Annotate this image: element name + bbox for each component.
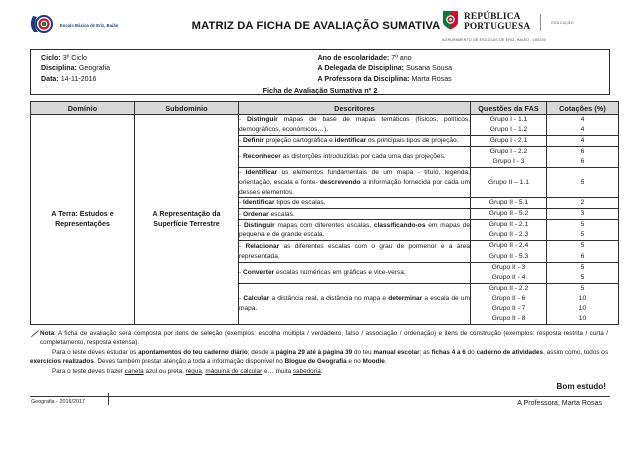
educacao-label: EDUCAÇÃO	[551, 20, 574, 25]
cotacao-item: 3	[580, 210, 585, 218]
cell-descritor: - Distinguir mapas com diferentes escalas, classificando-os em mapas de pequena e de grande escala.	[239, 220, 471, 241]
cell-descritor: - Identificar os elementos fundamentais de um mapa - título, legenda, orientação, escala e fonte- descrevendo a informação fornecida por cada um desses elementos.	[239, 168, 471, 198]
cotacao-item: 6	[580, 252, 585, 260]
info-ciclo-value: 3º Ciclo	[62, 54, 87, 62]
table-header-row	[31, 102, 619, 115]
cell-questoes	[471, 115, 547, 136]
info-data	[41, 74, 298, 84]
column-header-dominio: Domínio	[31, 102, 135, 115]
page-header	[26, 6, 614, 46]
column-header-descritores: Descritores	[239, 102, 471, 115]
questao-item: Grupo II - 3	[491, 263, 526, 271]
cotacao-item: 5	[580, 231, 585, 239]
questao-item: Grupo I - 3	[492, 158, 525, 166]
cotacao-item: 5	[580, 284, 585, 292]
cell-dominio: A Terra: Estudos e Representações	[31, 115, 135, 325]
cell-cotacoes	[547, 115, 619, 136]
cotacao-item: 4	[580, 126, 585, 134]
questao-item: Grupo II - 7	[491, 304, 526, 312]
column-header-cotacoes: Cotações (%)	[547, 102, 619, 115]
cotacao-item: 2	[580, 199, 585, 207]
cell-descritor: - Definir projeção cartográfica e identificar os principais tipos de projeção.	[239, 136, 471, 147]
cotacao-item: 10	[578, 314, 587, 322]
info-professora-value: Marta Rosas	[411, 74, 452, 83]
portugal-shield-icon	[442, 10, 459, 35]
cell-questoes	[471, 241, 547, 262]
cell-cotacoes	[547, 198, 619, 209]
info-professora-label: A Professora da Disciplina:	[317, 74, 410, 83]
cell-descritor: - Identificar tipos de escalas.	[239, 198, 471, 209]
info-delegada	[318, 63, 601, 73]
footer-subject-year: Geografia - 2016/2017	[31, 398, 85, 405]
questao-item: Grupo II - 5.1	[488, 199, 529, 207]
cotacao-item: 10	[578, 304, 587, 312]
document-title: MATRIZ DA FICHA DE AVALIAÇÃO SUMATIVA	[191, 20, 441, 32]
cell-cotacoes	[547, 283, 619, 324]
cell-questoes	[471, 283, 547, 324]
republica-wordmark	[464, 13, 530, 32]
info-disciplina	[41, 63, 298, 73]
ficha-subtitle: Ficha de Avaliação Sumativa nº 2	[262, 86, 378, 96]
cell-cotacoes	[547, 136, 619, 147]
questao-item: Grupo II - 8	[491, 314, 526, 322]
cotacao-item: 5	[580, 178, 585, 186]
info-right-column	[298, 53, 601, 84]
info-disciplina-value: Geografia	[78, 64, 111, 73]
cell-descritor: - Converter escalas numéricas em gráficas e vice-versa.	[239, 262, 471, 283]
agrupamento-label: AGRUPAMENTO DE ESCOLAS DE ERIZ, BAIÃO - 150204	[442, 38, 547, 42]
republica-line2: PORTUGUESA	[464, 21, 531, 32]
school-logo-text: Escola Básica de Eriz, Baião	[60, 22, 119, 28]
cell-descritor: - Relacionar as diferentes escalas com o grau de pormenor e a área representada.	[239, 241, 471, 262]
info-delegada-value: Susana Sousa	[405, 64, 453, 73]
exam-info-box	[30, 49, 610, 95]
cell-cotacoes	[547, 241, 619, 262]
info-ano-label: Ano de escolaridade:	[317, 54, 390, 62]
table-row	[31, 115, 619, 136]
info-disciplina-label: Disciplina:	[41, 64, 77, 73]
info-left-column	[39, 53, 298, 84]
cotacao-item: 10	[578, 294, 587, 302]
cell-cotacoes	[547, 168, 619, 198]
republica-portuguesa-logo	[442, 10, 610, 42]
questao-item: Grupo II – 1.1	[488, 178, 529, 186]
questao-item: Grupo I - 2.2	[489, 148, 528, 156]
republica-line1: REPÚBLICA	[464, 12, 521, 23]
cell-questoes	[471, 262, 547, 283]
info-data-value: 14-11-2016	[60, 74, 97, 83]
questao-item: Grupo II - 6	[491, 294, 526, 302]
questao-item: Grupo I - 2.1	[489, 137, 528, 145]
info-ciclo	[41, 53, 298, 63]
note-text: Nota: A ficha de avaliação será composta por itens de seleção (exemplos: escolha múltipla / verdadeiro, falso / associação / ordenação) e itens de construção (exemplos: resposta restrita / curta / completamento, resposta extensa).	[40, 329, 608, 346]
questao-item: Grupo II - 2.4	[488, 242, 529, 250]
cell-descritor: - Reconhecer as distorções introduzidas por cada uma das projeções.	[239, 147, 471, 168]
questao-item: Grupo II - 2.2	[488, 284, 529, 292]
info-data-label: Data:	[41, 74, 59, 83]
column-header-questoes: Questões da FAS	[471, 102, 547, 115]
questao-item: Grupo I - 1.1	[489, 116, 528, 123]
cotacao-item: 5	[580, 221, 585, 229]
cotacao-item: 6	[580, 148, 585, 156]
questao-item: Grupo II - 2.1	[488, 221, 529, 229]
page-footer	[30, 396, 610, 407]
cotacao-item: 5	[580, 242, 585, 250]
logo-divider	[540, 14, 541, 31]
cell-cotacoes	[547, 220, 619, 241]
pen-icon	[30, 330, 39, 341]
info-ano	[318, 53, 601, 63]
questao-item: Grupo II - 5.2	[488, 210, 529, 218]
info-ano-value: 7º ano	[391, 54, 412, 62]
cell-descritor: - Calcular a distância real, a distância no mapa e determinar a escala de um mapa.	[239, 283, 471, 324]
cell-questoes	[471, 136, 547, 147]
questao-item: Grupo I - 1.2	[489, 126, 528, 134]
questao-item: Grupo II - 5.3	[488, 252, 529, 260]
info-professora	[318, 74, 601, 84]
info-delegada-label: A Delegada de Disciplina:	[317, 64, 404, 73]
cell-descritor: - Ordenar escalas.	[239, 209, 471, 220]
evaluation-matrix-table	[30, 101, 619, 325]
notes-section	[30, 329, 608, 376]
study-paragraph: Para o teste deves estudar os apontamentos do teu caderno diário; desde a página 29 até à página 39 do teu manual escolar; as fichas 4 a 6 do caderno de atividades, assim como, todos os exercícios realizados. Deves também prestar atenção a toda a informação disponível no Blogue de Geografia e no Moodle.	[30, 348, 608, 365]
cotacao-item: 5	[580, 273, 585, 281]
cell-descritor: - Distinguir mapas de base de mapas temáticos (físicos, políticos, demográficos, económicos…).	[239, 115, 471, 136]
footer-signature: A Professora, Marta Rosas	[517, 398, 602, 407]
cotacao-item: 5	[580, 263, 585, 271]
school-emblem-icon	[30, 13, 56, 40]
school-logo	[30, 13, 180, 40]
cell-questoes	[471, 168, 547, 198]
questao-item: Grupo II - 2.3	[488, 231, 529, 239]
note-paragraph	[30, 329, 608, 347]
cell-cotacoes	[547, 209, 619, 220]
bring-paragraph: Para o teste deves trazer caneta azul ou preta, régua, máquina de calcular e… muita sabedoria.	[52, 367, 323, 375]
cotacao-item: 4	[580, 116, 585, 123]
cell-cotacoes	[547, 147, 619, 168]
column-header-subdominio: Subdomínio	[135, 102, 239, 115]
questao-item: Grupo II - 4	[491, 273, 526, 281]
cell-questoes	[471, 220, 547, 241]
info-ciclo-label: Ciclo:	[41, 54, 61, 62]
cell-questoes	[471, 147, 547, 168]
cell-subdominio: A Representação da Superfície Terrestre	[135, 115, 239, 325]
cell-questoes	[471, 209, 547, 220]
footer-divider	[108, 393, 109, 405]
cotacao-item: 6	[580, 158, 585, 166]
cell-cotacoes	[547, 262, 619, 283]
closing-message: Bom estudo!	[556, 381, 606, 391]
table-body	[31, 115, 619, 325]
cotacao-item: 4	[580, 137, 585, 145]
cell-questoes	[471, 198, 547, 209]
